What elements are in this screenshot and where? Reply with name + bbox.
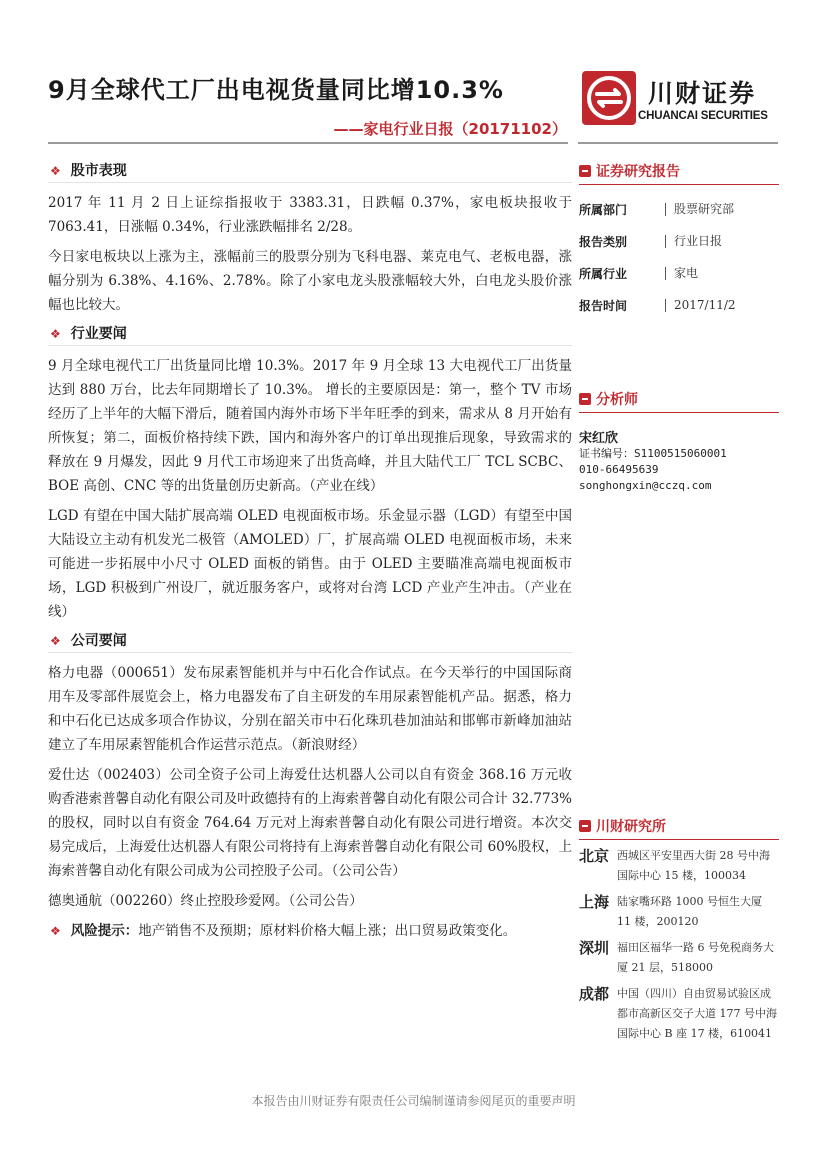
paragraph: 2017 年 11 月 2 日上证综指报收于 3383.31，日跌幅 0.37%，家电板块报收于 7063.41，日涨幅 0.34%，行业涨跌幅排名 2/28。 [48,195,572,235]
sidebar-report-info [579,160,779,321]
sidebar-heading: 证券研究报告 [579,160,779,185]
diamond-bullet-icon: ❖ [50,327,61,341]
logo-emblem-icon [581,70,637,126]
analyst-mark-icon [579,393,591,405]
risk-text: 地产销售不及预期；原材料价格大幅上涨；出口贸易政策变化。 [138,923,517,939]
header-rule-right [578,142,778,144]
section-industry [48,323,572,624]
section-heading: ❖ 公司要闻 [48,630,572,653]
paragraph: 9 月全球电视代工厂出货量同比增 10.3%。2017 年 9 月全球 13 大电视代工厂出货量达到 880 万台，比去年同期增长了 10.3%。 增长的主要原因是：第一，整个 TV 市场经历了上半年的大幅下滑后，随着国内海外市场下半年旺季的到来，需求从 8 月开始有所恢复；第二，面板价格持续下跌，国内和海外客户的订单出现推后现象，导致需求的释放在 9 月爆发，因此 9 月代工市场迎来了出货高峰，并且大陆代工厂 TCL SCBC、 BOE 高创、CNC 等的出货量创历史新高。（产业在线） [48,358,572,494]
section-company [48,630,572,913]
info-row: 所属部门 股票研究部 [579,201,735,217]
sidebar-analyst [579,388,779,494]
diamond-bullet-icon: ❖ [50,634,61,648]
report-subtitle: ——家电行业日报（20171102） [333,120,567,138]
page-title: 9月全球代工厂出电视货量同比增10.3% [48,76,504,104]
office-shanghai: 上海 陆家嘴环路 1000 号恒生大厦 11 楼，200120 [579,893,762,928]
analyst-name: 宋红欣 [579,431,619,446]
section-heading: ❖ 行业要闻 [48,323,572,346]
diamond-bullet-icon: ❖ [50,924,61,938]
report-info-table [579,193,779,321]
diamond-bullet-icon: ❖ [50,164,61,178]
paragraph: 格力电器（000651）发布尿素智能机并与中石化合作试点。在今天举行的中国国际商用车及零部件展览会上，格力电器发布了自主研发的车用尿素智能机产品。据悉，格力和中石化已达成多项合作协议，分别在韶关市中石化珠玑巷加油站和邯郸市新峰加油站建立了车用尿素智能机合作运营示范点。（新浪财经） [48,665,572,753]
analyst-email[interactable]: songhongxin@cczq.com [579,479,712,492]
info-row: 所属行业 家电 [579,265,699,281]
main-column [48,160,572,943]
paragraph: 爱仕达（002403）公司全资子公司上海爱仕达机器人公司以自有资金 368.16 万元收购香港索普馨自动化有限公司及叶政德持有的上海索普馨自动化有限公司合计 32.773%的股权，同时以自有资金 764.64 万元对上海索普馨自动化有限公司进行增资。本次交易完成后，上海爱仕达机器人有限公司将持有上海索普馨自动化有限公司 60%股权，上海索普馨自动化有限公司成为公司控股子公司。（公司公告） [48,767,572,879]
office-beijing: 北京 西城区平安里西大街 28 号中海国际中心 15 楼，100034 [579,847,770,882]
header-rule [48,142,568,144]
sidebar-heading: 川财研究所 [579,815,779,840]
logo-chinese-name: 川财证券 [648,79,757,108]
report-mark-icon [579,165,591,177]
sidebar-heading: 分析师 [579,388,779,413]
paragraph: 今日家电板块以上涨为主，涨幅前三的股票分别为飞科电器、莱克电气、老板电器，涨幅分别为 6.38%、4.16%、2.78%。除了小家电龙头股涨幅较大外，白电龙头股价涨幅也比较大。 [48,249,572,313]
info-row: 报告类别 行业日报 [579,233,723,249]
analyst-phone: 010-66495639 [579,463,659,476]
company-logo [581,70,781,126]
section-heading: ❖ 股市表现 [48,160,572,183]
logo-english-name: CHUANCAI SECURITIES [638,110,768,122]
paragraph: LGD 有望在中国大陆扩展高端 OLED 电视面板市场。乐金显示器（LGD）有望至中国大陆设立主动有机发光二极管（AMOLED）厂，扩展高端 OLED 电视面板市场，未来可能进一步拓展中小尺寸 OLED 面板的销售。由于 OLED 主要瞄准高端电视面板市场，LGD 积极到广州设厂，就近服务客户，或将对台湾 LCD 产业产生冲击。（产业在线） [48,508,572,620]
office-chengdu: 成都 中国（四川）自由贸易试验区成都市高新区交子大道 177 号中海国际中心 B 座 17 楼，610041 [579,985,777,1040]
risk-warning [48,919,572,943]
paragraph: 德奥通航（002260）终止控股珍爱网。（公司公告） [48,893,363,909]
risk-label: 风险提示： [70,923,139,939]
office-shenzhen: 深圳 福田区福华一路 6 号免税商务大厦 21 层，518000 [579,939,774,974]
institute-mark-icon [579,820,591,832]
analyst-cert: 证书编号：S1100515060001 [579,447,727,460]
section-market [48,160,572,317]
sidebar-institute [579,815,779,1044]
info-row: 报告时间 2017/11/2 [579,297,736,313]
footer-disclaimer: 本报告由川财证券有限责任公司编制谨请参阅尾页的重要声明 [251,1094,576,1108]
